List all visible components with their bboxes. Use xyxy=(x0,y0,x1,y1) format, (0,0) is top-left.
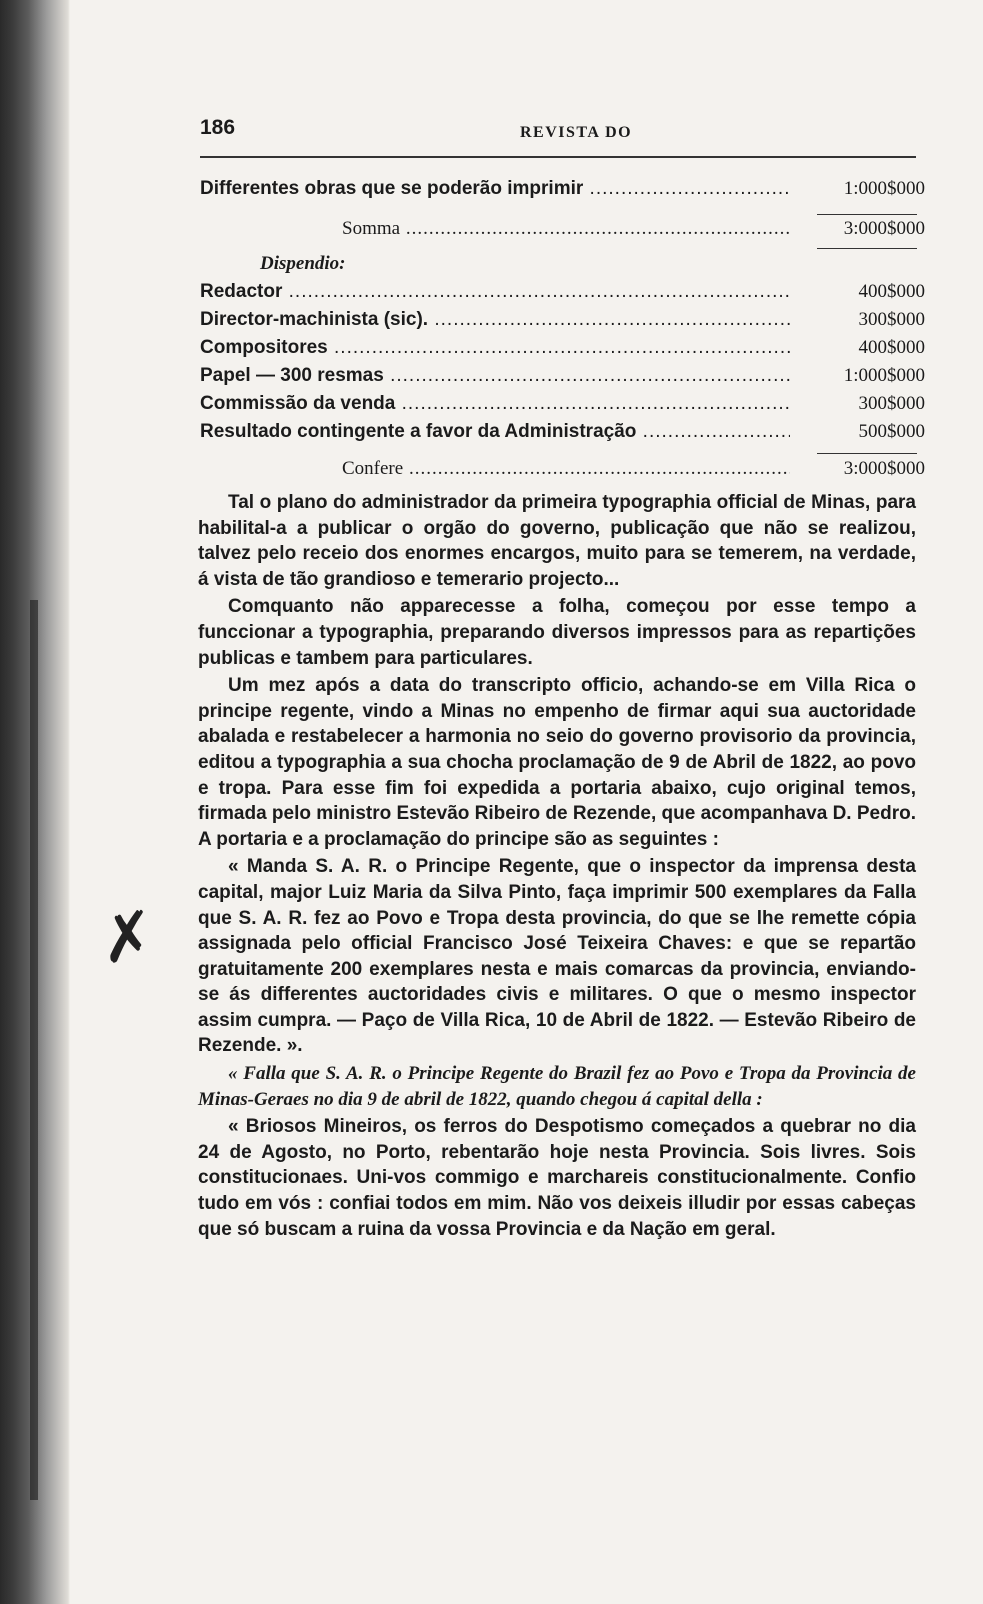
paragraph: Comquanto não apparecesse a folha, começou por esse tempo a funccionar a typographia, preparando diversos impressos para as repartições publicas e tambem para particulares. xyxy=(198,596,916,669)
paragraph-falla-heading: « Falla que S. A. R. o Principe Regente do Brazil fez ao Povo e Tropa da Provincia de Minas-Geraes no dia 9 de abril de 1822, quando chegou á capital della : xyxy=(198,1063,916,1110)
account-row-intro xyxy=(200,178,925,206)
account-row-somma xyxy=(200,218,925,246)
paragraph-portaria: « Manda S. A. R. o Principe Regente, que o inspector da imprensa desta capital, major Luiz Maria da Silva Pinto, faça imprimir 500 exemplares da Falla que S. A. R. fez ao Povo e Tropa desta provincia, do que se lhe remette cópia assignada pelo official Francisco José Teixeira Chaves: e que se repartão gratuitamente 200 exemplares nesta e mais comarcas da provincia, enviando-se ás differentes auctoridades civis e militares. O que o mesmo inspector assim cumpra. — Paço de Villa Rica, 10 de Abril de 1822. — Estevão Ribeiro de Rezende. ». xyxy=(198,856,916,1057)
account-row xyxy=(200,365,925,393)
page-header xyxy=(200,116,916,158)
account-value: 400$000 xyxy=(858,337,925,358)
page-number: 186 xyxy=(200,116,236,139)
account-label: Confere ..... xyxy=(200,458,790,480)
account-label: Commissão da venda ..... xyxy=(200,393,790,415)
paragraph-proclamacao: « Briosos Mineiros, os ferros do Despotismo começados a quebrar no dia 24 de Agosto, no Porto, rebentarão hoje nesta Provincia. Sois livres. Sois constitucionaes. Uni-vos commigo e marchareis constitucionalmente. Confio tudo em vós : confiai todos em mim. Não vos deixeis illudir por essas cabeças que só buscam a ruina da vossa Provincia e da Nação em geral. xyxy=(198,1116,916,1240)
account-label: Redactor ..... xyxy=(200,281,790,303)
paragraph: Tal o plano do administrador da primeira typographia official de Minas, para habilital-a a publicar o orgão do governo, publicação que não se realizou, talvez pelo receio dos enormes encargos, muito para se temerem, na verdade, á vista de tão grandioso e temerario projecto... xyxy=(198,492,916,590)
account-value: 500$000 xyxy=(858,421,925,442)
account-label: Papel — 300 resmas ..... xyxy=(200,365,790,387)
account-label: Compositores ..... xyxy=(200,337,790,359)
account-value: 300$000 xyxy=(858,309,925,330)
body-text xyxy=(198,490,916,1244)
account-value: 1:000$000 xyxy=(843,365,925,386)
dispendio-heading: Dispendio: xyxy=(260,253,346,274)
account-label: Director-machinista (sic). ..... xyxy=(200,309,790,331)
binding-shadow xyxy=(30,600,38,1500)
account-label: Resultado contingente a favor da Administração ..... xyxy=(200,421,790,443)
sum-rule xyxy=(817,214,917,215)
account-value: 300$000 xyxy=(858,393,925,414)
account-row xyxy=(200,421,925,449)
handwritten-cross-mark: ✗ xyxy=(94,895,161,980)
account-row xyxy=(200,393,925,421)
account-value: 3:000$000 xyxy=(843,218,925,239)
account-row xyxy=(200,309,925,337)
account-value: 400$000 xyxy=(858,281,925,302)
account-row xyxy=(200,337,925,365)
sum-rule xyxy=(817,248,917,249)
running-head: REVISTA DO xyxy=(520,124,633,141)
account-value: 1:000$000 xyxy=(843,178,925,199)
account-label: Somma ..... xyxy=(200,218,790,240)
sum-rule xyxy=(817,453,917,454)
account-row-confere xyxy=(200,458,925,486)
paragraph: Um mez após a data do transcripto officio, achando-se em Villa Rica o principe regente, vindo a Minas no empenho de firmar aqui sua auctoridade abalada e restabelecer a harmonia no seio do governo provisorio da provincia, editou a typographia a sua chocha proclamação de 9 de Abril de 1822, ao povo e tropa. Para esse fim foi expedida a portaria abaixo, cujo original temos, firmada pelo ministro Estevão Ribeiro de Rezende, que acompanhava D. Pedro. A portaria e a proclamação do principe são as seguintes : xyxy=(198,675,916,850)
account-label: Differentes obras que se poderão imprimir ..... xyxy=(200,178,790,200)
account-value: 3:000$000 xyxy=(843,458,925,479)
account-row xyxy=(200,281,925,309)
